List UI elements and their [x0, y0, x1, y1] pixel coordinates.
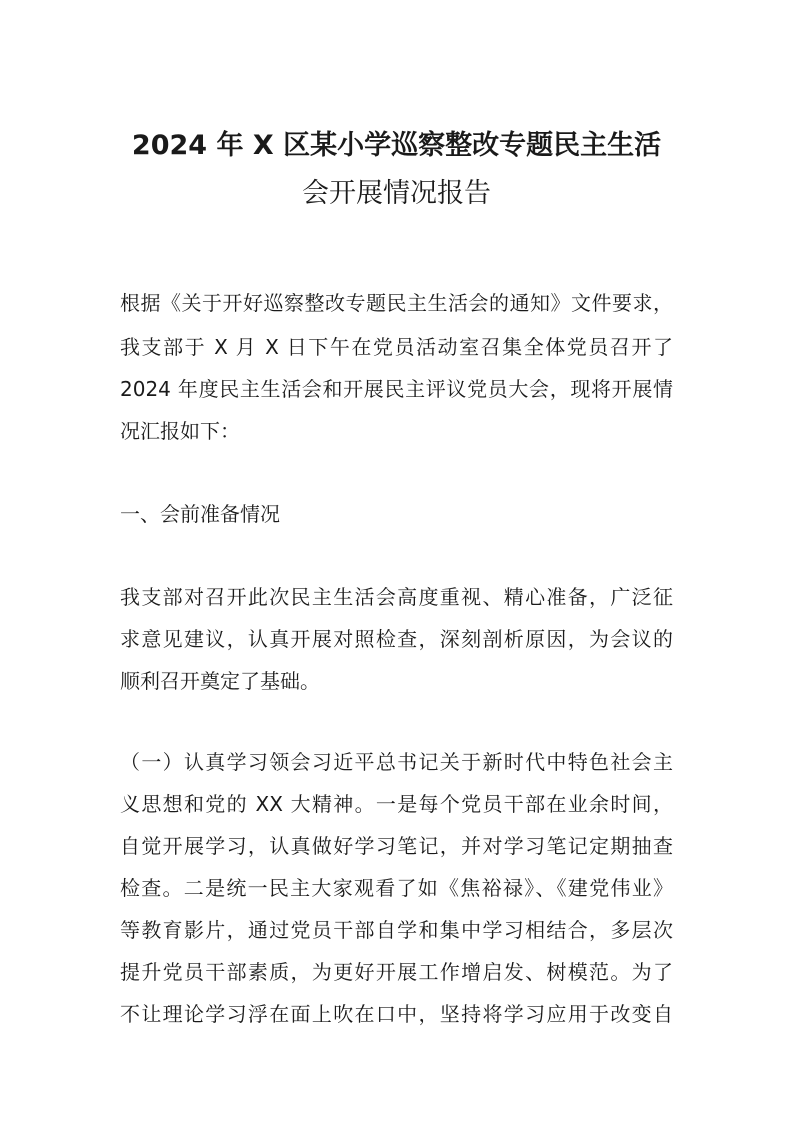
section-1-line-3: 顺利召开奠定了基础。 [120, 669, 320, 693]
subsection-1-line-2: 义思想和党的 XX 大精神。一是每个党员干部在业余时间， [120, 792, 673, 816]
subsection-1-line-6: 提升党员干部素质，为更好开展工作增启发、树模范。为了 [120, 960, 673, 984]
subsection-1-line-4: 检查。二是统一民主大家观看了如《焦裕禄》、《建党伟业》 [120, 876, 673, 900]
subsection-1-line-3: 自觉开展学习，认真做好学习笔记，并对学习笔记定期抽查 [120, 834, 673, 858]
document-title-line-2: 会开展情况报告 [302, 178, 491, 209]
section-1-line-2: 求意见建议，认真开展对照检查，深刻剖析原因，为会议的 [120, 627, 673, 651]
subsection-1-line-1: （一）认真学习领会习近平总书记关于新时代中特色社会主 [120, 750, 673, 774]
intro-line-2: 我支部于 X 月 X 日下午在党员活动室召集全体党员召开了 [120, 335, 673, 359]
section-1-heading: 一、会前准备情况 [120, 502, 280, 526]
intro-line-3: 2024 年度民主生活会和开展民主评议党员大会，现将开展情 [120, 377, 673, 401]
section-1-line-1: 我支部对召开此次民主生活会高度重视、精心准备，广泛征 [120, 585, 673, 609]
intro-line-4: 况汇报如下： [120, 419, 240, 443]
subsection-1-line-5: 等教育影片，通过党员干部自学和集中学习相结合，多层次 [120, 918, 673, 942]
document-title-line-1: 2024 年 X 区某小学巡察整改专题民主生活 [131, 130, 662, 161]
subsection-1-line-7: 不让理论学习浮在面上吹在口中，坚持将学习应用于改变自 [120, 1002, 673, 1026]
intro-line-1: 根据《关于开好巡察整改专题民主生活会的通知》文件要求， [120, 291, 673, 315]
